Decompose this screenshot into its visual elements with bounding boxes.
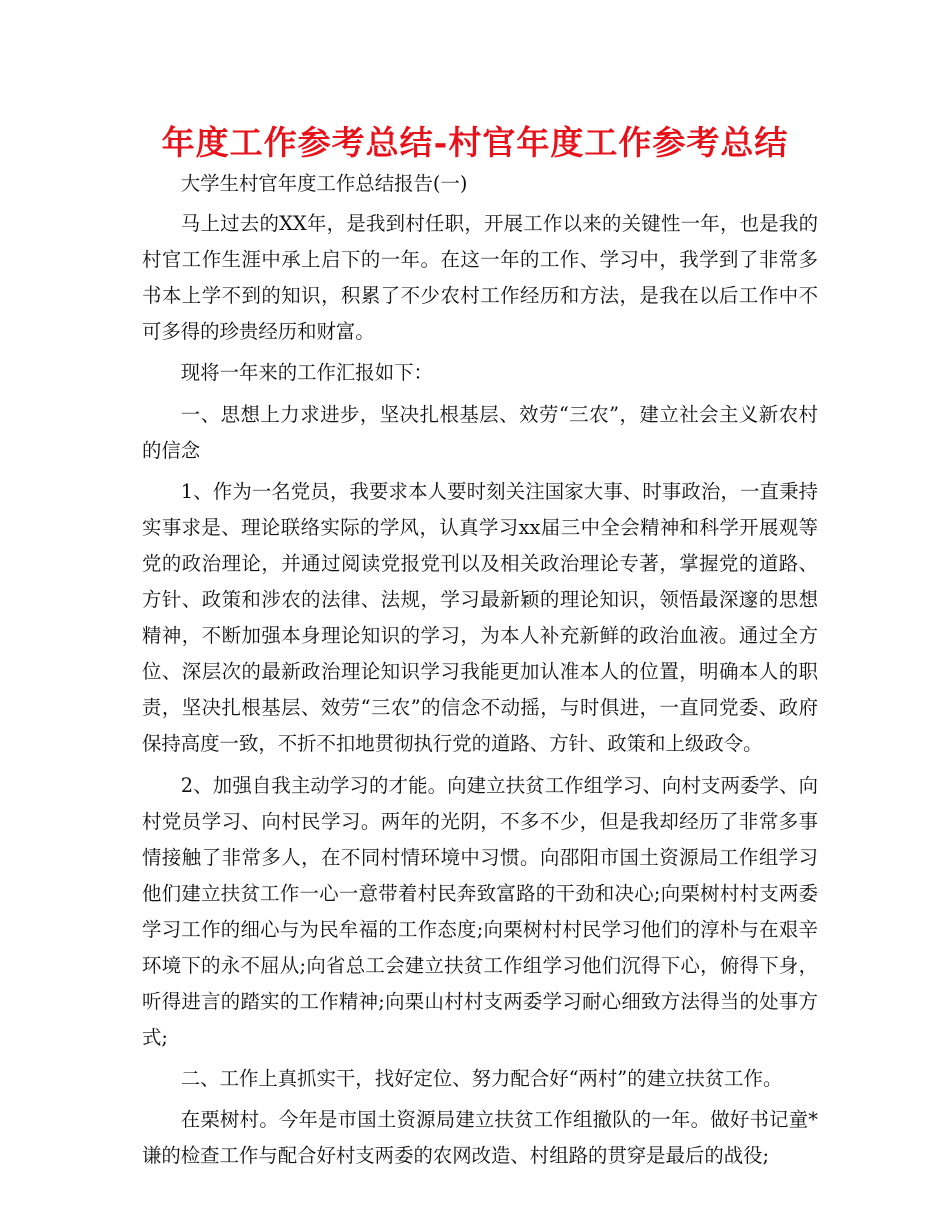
paragraph-lishu-village: 在栗树村。今年是市国土资源局建立扶贫工作组撤队的一年。做好书记童*谦的检查工作与配合好村支两委的农网改造、村组路的贯穿是最后的战役; (142, 1108, 818, 1168)
paragraph-section-two-heading: 二、工作上真抓实干，找好定位、努力配合好“两村”的建立扶贫工作。 (180, 1067, 783, 1091)
paragraph-report-lead: 现将一年来的工作汇报如下： (180, 361, 433, 385)
document-title: 年度工作参考总结-村官年度工作参考总结 (161, 123, 789, 162)
document-body (142, 166, 818, 1175)
paragraph-item-two: 2、加强自我主动学习的才能。向建立扶贫工作组学习、向村支两委学、向村党员学习、向村民学习。两年的光阴，不多不少，但是我却经历了非常多事情接触了非常多人，在不同村情环境中习惯。向邵阳市国土资源局工作组学习他们建立扶贫工作一心一意带着村民奔致富路的干劲和决心;向栗树村村支两委学习工作的细心与为民牟福的工作态度;向栗树村村民学习他们的淳朴与在艰辛环境下的永不屈从;向省总工会建立扶贫工作组学习他们沉得下心，俯得下身，听得进言的踏实的工作精神;向栗山村村支两委学习耐心细致方法得当的处事方式; (142, 773, 818, 1050)
paragraph-report-heading: 大学生村官年度工作总结报告(一) (180, 172, 468, 195)
paragraph-item-one: 1、作为一名党员，我要求本人要时刻关注国家大事、时事政治，一直秉持实事求是、理论联络实际的学风，认真学习xx届三中全会精神和科学开展观等党的政治理论，并通过阅读党报党刊以及相关政治理论专著，掌握党的道路、方针、政策和涉农的法律、法规，学习最新颖的理论知识，领悟最深邃的思想精神，不断加强本身理论知识的学习，为本人补充新鲜的政治血液。通过全方位、深层次的最新政治理论知识学习我能更加认准本人的位置，明确本人的职责，坚决扎根基层、效劳“三农”的信念不动摇，与时俱进，一直同党委、政府保持高度一致，不折不扣地贯彻执行党的道路、方针、政策和上级政令。 (142, 479, 818, 756)
paragraph-section-one-heading: 一、思想上力求进步，坚决扎根基层、效劳“三农”，建立社会主义新农村的信念 (142, 402, 818, 462)
paragraph-intro: 马上过去的XX年，是我到村任职，开展工作以来的关键性一年，也是我的村官工作生涯中承上启下的一年。在这一年的工作、学习中，我学到了非常多书本上学不到的知识，积累了不少农村工作经历和方法，是我在以后工作中不可多得的珍贵经历和财富。 (142, 212, 818, 344)
